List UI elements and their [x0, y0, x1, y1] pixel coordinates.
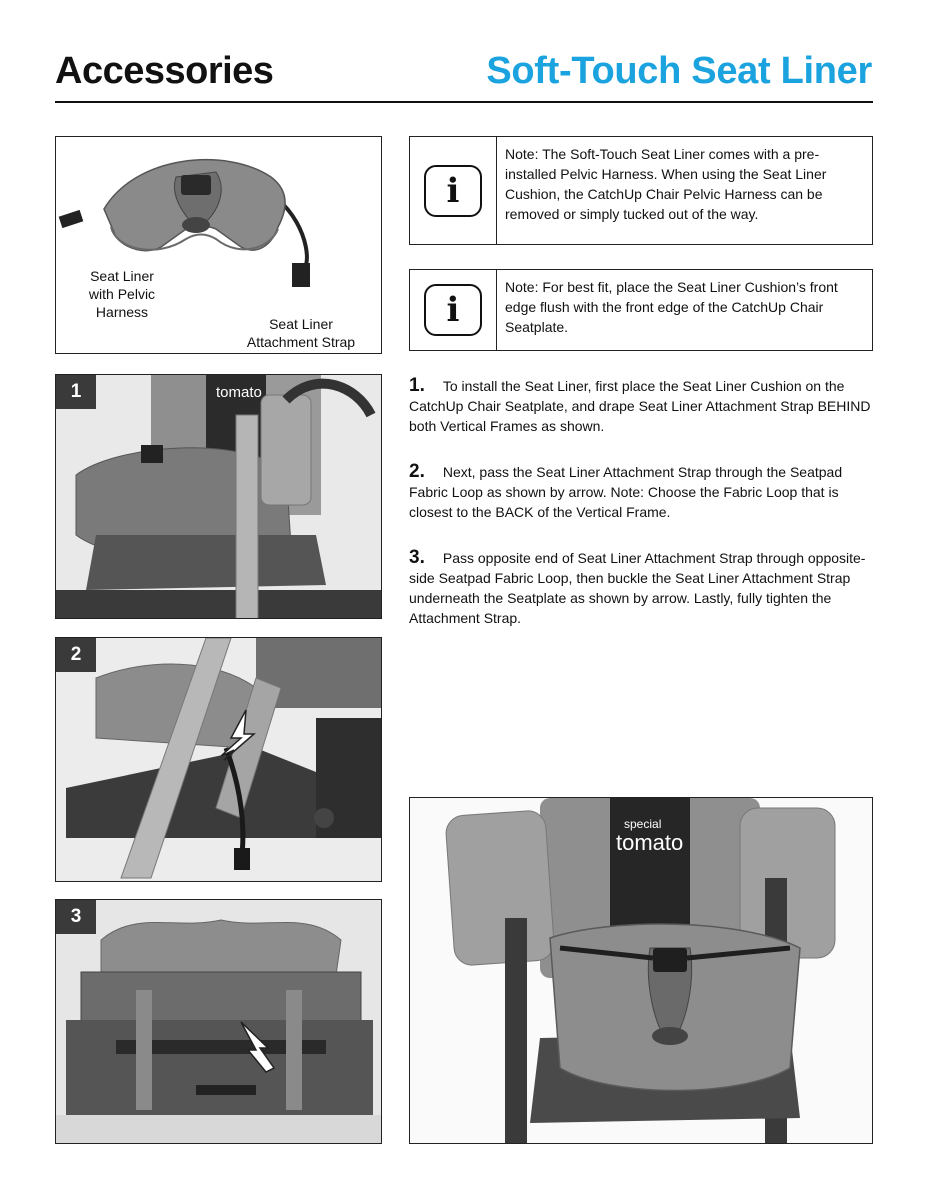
- instruction-step-1: [409, 376, 879, 436]
- step-1-figure: [55, 374, 382, 619]
- instruction-step-2: [409, 462, 879, 522]
- step-2-figure: [55, 637, 382, 882]
- brand-mark-small: tomato: [216, 384, 262, 401]
- info-icon: i: [424, 284, 482, 336]
- step-number: 1.: [409, 375, 425, 396]
- caption-seat-liner-with-harness: Seat Liner with Pelvic Harness: [88, 268, 156, 320]
- product-title: Soft-Touch Seat Liner: [486, 50, 872, 92]
- brand-line-1: special: [624, 817, 662, 831]
- section-title: Accessories: [55, 50, 274, 92]
- note-box-best-fit: [409, 269, 873, 351]
- step-2-label: 2: [56, 638, 96, 672]
- note-box-harness: [409, 136, 873, 245]
- step-number: 3.: [409, 547, 425, 568]
- step-3-label: 3: [56, 900, 96, 934]
- caption-attachment-strap: Seat Liner Attachment Strap: [246, 316, 356, 350]
- step-text: Next, pass the Seat Liner Attachment Strap through the Seatpad Fabric Loop as shown by arrow. Note: Choose the Fabric Loop that is closest to the BACK of the Vertical Frame.: [409, 464, 843, 520]
- step-text: To install the Seat Liner, first place the Seat Liner Cushion on the CatchUp Chair Seatplate, and drape Seat Liner Attachment Strap BEHIND both Vertical Frames as shown.: [409, 378, 871, 434]
- step-3-photo: [56, 900, 382, 1144]
- step-1-photo: [56, 375, 382, 619]
- step-text: Pass opposite end of Seat Liner Attachment Strap through opposite-side Seatpad Fabric Loop, then buckle the Seat Liner Attachment Strap underneath the Seatplate as shown by arrow. Lastly, fully tighten the Attachment Strap.: [409, 550, 866, 626]
- brand-line-2: tomato: [616, 830, 684, 855]
- info-icon: i: [424, 165, 482, 217]
- note-text: Note: For best fit, place the Seat Liner Cushion’s front edge flush with the front edge of the CatchUp Chair Seatplate.: [505, 279, 838, 335]
- step-2-photo: [56, 638, 382, 882]
- note-text: Note: The Soft-Touch Seat Liner comes with a pre-installed Pelvic Harness. When using the Seat Liner Cushion, the CatchUp Chair Pelvic Harness can be removed or simply tucked out of the way.: [505, 146, 827, 222]
- step-1-label: 1: [56, 375, 96, 409]
- installed-seat-liner-photo: [410, 798, 873, 1144]
- instruction-step-3: [409, 548, 879, 628]
- step-number: 2.: [409, 461, 425, 482]
- installed-seat-liner-figure: [409, 797, 873, 1144]
- step-3-figure: [55, 899, 382, 1144]
- header-divider: [55, 101, 873, 103]
- seat-liner-overview-figure: [55, 136, 382, 354]
